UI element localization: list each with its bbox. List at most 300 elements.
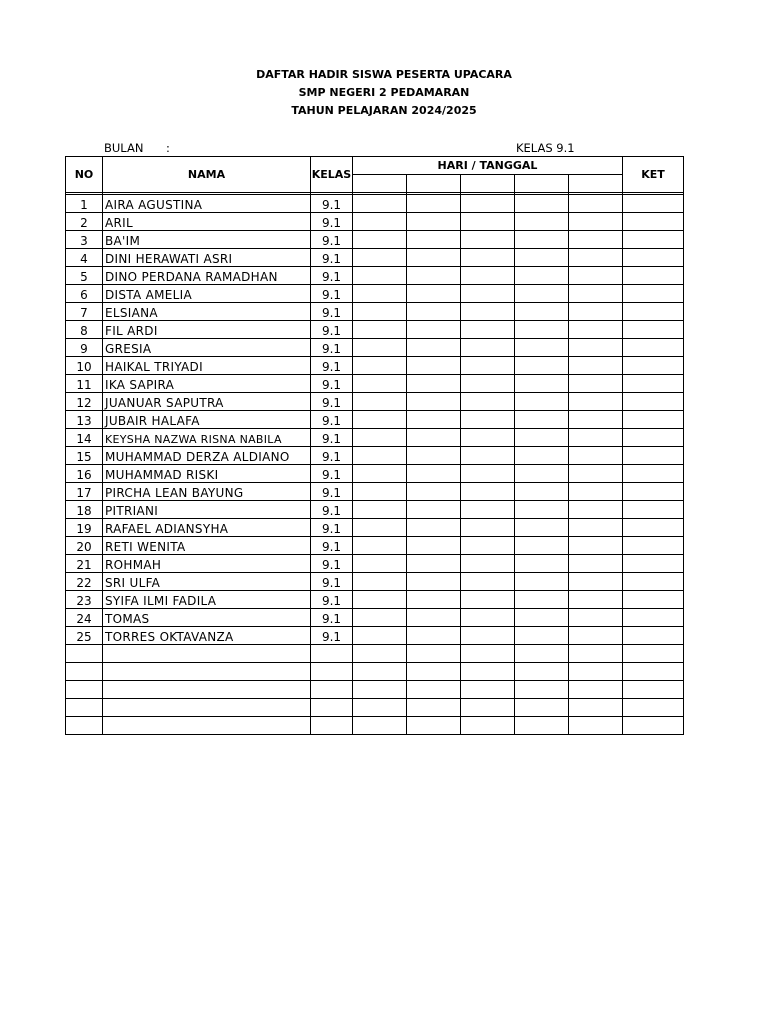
row-kelas: 9.1: [311, 357, 353, 375]
attendance-cell-day-2[interactable]: [407, 393, 461, 411]
attendance-cell-day-4[interactable]: [515, 627, 569, 645]
attendance-cell-day-5[interactable]: [569, 429, 623, 447]
attendance-cell-day-5[interactable]: [569, 375, 623, 393]
attendance-cell-day-2[interactable]: [407, 375, 461, 393]
attendance-cell-day-2[interactable]: [407, 411, 461, 429]
attendance-cell-day-1[interactable]: [353, 321, 407, 339]
attendance-cell-day-5[interactable]: [569, 303, 623, 321]
table-row: [66, 645, 684, 663]
table-row: [66, 627, 684, 645]
attendance-cell-day-3[interactable]: [461, 573, 515, 591]
row-kelas: 9.1: [311, 303, 353, 321]
row-kelas: [311, 699, 353, 717]
attendance-cell-day-3[interactable]: [461, 609, 515, 627]
attendance-cell-day-4[interactable]: [515, 411, 569, 429]
attendance-cell-day-3[interactable]: [461, 393, 515, 411]
attendance-cell-day-1[interactable]: [353, 627, 407, 645]
attendance-cell-day-1[interactable]: [353, 591, 407, 609]
row-number: 14: [66, 429, 103, 447]
attendance-cell-day-2[interactable]: [407, 213, 461, 231]
attendance-cell-day-4[interactable]: [515, 699, 569, 717]
row-kelas: 9.1: [311, 195, 353, 213]
table-row: [66, 429, 684, 447]
attendance-cell-day-1[interactable]: [353, 699, 407, 717]
table-row: [66, 447, 684, 465]
attendance-cell-day-4[interactable]: [515, 501, 569, 519]
attendance-cell-day-5[interactable]: [569, 339, 623, 357]
attendance-cell-day-2[interactable]: [407, 537, 461, 555]
attendance-cell-day-3[interactable]: [461, 303, 515, 321]
attendance-cell-day-1[interactable]: [353, 483, 407, 501]
attendance-cell-day-1[interactable]: [353, 285, 407, 303]
row-kelas: 9.1: [311, 447, 353, 465]
attendance-cell-day-4[interactable]: [515, 663, 569, 681]
attendance-cell-day-1[interactable]: [353, 663, 407, 681]
attendance-cell-day-5[interactable]: [569, 591, 623, 609]
attendance-table: [65, 156, 684, 735]
student-name: MUHAMMAD RISKI: [103, 465, 311, 483]
ket-cell[interactable]: [623, 339, 684, 357]
attendance-cell-day-5[interactable]: [569, 519, 623, 537]
student-name: ROHMAH: [103, 555, 311, 573]
ket-cell[interactable]: [623, 699, 684, 717]
attendance-cell-day-5[interactable]: [569, 663, 623, 681]
day-column-4[interactable]: [515, 175, 569, 193]
attendance-cell-day-2[interactable]: [407, 699, 461, 717]
ket-cell[interactable]: [623, 267, 684, 285]
attendance-cell-day-1[interactable]: [353, 645, 407, 663]
attendance-cell-day-2[interactable]: [407, 591, 461, 609]
attendance-cell-day-4[interactable]: [515, 213, 569, 231]
row-number: 7: [66, 303, 103, 321]
table-row: [66, 717, 684, 735]
attendance-cell-day-2[interactable]: [407, 357, 461, 375]
attendance-cell-day-5[interactable]: [569, 681, 623, 699]
ket-cell[interactable]: [623, 357, 684, 375]
attendance-cell-day-3[interactable]: [461, 411, 515, 429]
attendance-cell-day-4[interactable]: [515, 321, 569, 339]
attendance-cell-day-1[interactable]: [353, 501, 407, 519]
table-row: [66, 573, 684, 591]
ket-cell[interactable]: [623, 285, 684, 303]
attendance-cell-day-2[interactable]: [407, 609, 461, 627]
attendance-cell-day-3[interactable]: [461, 501, 515, 519]
attendance-cell-day-3[interactable]: [461, 357, 515, 375]
row-kelas: 9.1: [311, 573, 353, 591]
attendance-cell-day-2[interactable]: [407, 555, 461, 573]
ket-cell[interactable]: [623, 393, 684, 411]
attendance-cell-day-4[interactable]: [515, 573, 569, 591]
attendance-cell-day-5[interactable]: [569, 717, 623, 735]
attendance-cell-day-4[interactable]: [515, 375, 569, 393]
attendance-cell-day-2[interactable]: [407, 681, 461, 699]
attendance-cell-day-1[interactable]: [353, 429, 407, 447]
ket-cell[interactable]: [623, 609, 684, 627]
header-nama: NAMA: [103, 157, 311, 193]
ket-cell[interactable]: [623, 303, 684, 321]
attendance-cell-day-3[interactable]: [461, 627, 515, 645]
row-kelas: 9.1: [311, 411, 353, 429]
attendance-cell-day-5[interactable]: [569, 411, 623, 429]
student-name: MUHAMMAD DERZA ALDIANO: [103, 447, 311, 465]
attendance-cell-day-5[interactable]: [569, 195, 623, 213]
attendance-cell-day-5[interactable]: [569, 483, 623, 501]
table-row: [66, 663, 684, 681]
attendance-cell-day-4[interactable]: [515, 609, 569, 627]
attendance-cell-day-4[interactable]: [515, 591, 569, 609]
attendance-cell-day-2[interactable]: [407, 627, 461, 645]
row-number: [66, 645, 103, 663]
attendance-cell-day-4[interactable]: [515, 267, 569, 285]
table-row: [66, 303, 684, 321]
attendance-cell-day-5[interactable]: [569, 285, 623, 303]
document-title: DAFTAR HADIR SISWA PESERTA UPACARA: [256, 68, 512, 81]
table-row: [66, 465, 684, 483]
ket-cell[interactable]: [623, 573, 684, 591]
row-kelas: 9.1: [311, 231, 353, 249]
student-name: DINI HERAWATI ASRI: [103, 249, 311, 267]
row-kelas: [311, 645, 353, 663]
attendance-cell-day-5[interactable]: [569, 537, 623, 555]
student-name: BA'IM: [103, 231, 311, 249]
attendance-cell-day-1[interactable]: [353, 213, 407, 231]
attendance-cell-day-1[interactable]: [353, 303, 407, 321]
attendance-cell-day-5[interactable]: [569, 699, 623, 717]
ket-cell[interactable]: [623, 555, 684, 573]
attendance-cell-day-3[interactable]: [461, 447, 515, 465]
row-number: 20: [66, 537, 103, 555]
attendance-cell-day-4[interactable]: [515, 195, 569, 213]
student-name: FIL ARDI: [103, 321, 311, 339]
attendance-cell-day-1[interactable]: [353, 249, 407, 267]
attendance-cell-day-5[interactable]: [569, 393, 623, 411]
row-number: 12: [66, 393, 103, 411]
attendance-cell-day-2[interactable]: [407, 303, 461, 321]
row-number: [66, 681, 103, 699]
school-name: SMP NEGERI 2 PEDAMARAN: [298, 86, 470, 99]
attendance-cell-day-2[interactable]: [407, 447, 461, 465]
attendance-cell-day-1[interactable]: [353, 447, 407, 465]
attendance-cell-day-3[interactable]: [461, 267, 515, 285]
student-name: SYIFA ILMI FADILA: [103, 591, 311, 609]
row-number: 9: [66, 339, 103, 357]
attendance-cell-day-4[interactable]: [515, 249, 569, 267]
attendance-cell-day-2[interactable]: [407, 519, 461, 537]
row-number: 2: [66, 213, 103, 231]
student-name: JUBAIR HALAFA: [103, 411, 311, 429]
ket-cell[interactable]: [623, 483, 684, 501]
ket-cell[interactable]: [623, 537, 684, 555]
attendance-cell-day-5[interactable]: [569, 213, 623, 231]
attendance-cell-day-5[interactable]: [569, 357, 623, 375]
table-row: [66, 501, 684, 519]
row-kelas: 9.1: [311, 285, 353, 303]
ket-cell[interactable]: [623, 501, 684, 519]
table-row: [66, 681, 684, 699]
ket-cell[interactable]: [623, 375, 684, 393]
attendance-cell-day-3[interactable]: [461, 717, 515, 735]
table-row: [66, 591, 684, 609]
row-number: 22: [66, 573, 103, 591]
day-column-5[interactable]: [569, 175, 623, 193]
row-kelas: 9.1: [311, 339, 353, 357]
row-kelas: [311, 681, 353, 699]
ket-cell[interactable]: [623, 645, 684, 663]
attendance-cell-day-4[interactable]: [515, 429, 569, 447]
attendance-cell-day-3[interactable]: [461, 519, 515, 537]
attendance-cell-day-3[interactable]: [461, 663, 515, 681]
attendance-cell-day-1[interactable]: [353, 717, 407, 735]
attendance-cell-day-2[interactable]: [407, 285, 461, 303]
attendance-cell-day-1[interactable]: [353, 375, 407, 393]
row-number: 6: [66, 285, 103, 303]
attendance-cell-day-3[interactable]: [461, 429, 515, 447]
row-number: 17: [66, 483, 103, 501]
table-row: [66, 213, 684, 231]
table-row: [66, 357, 684, 375]
header-ket: KET: [623, 157, 684, 193]
attendance-cell-day-5[interactable]: [569, 609, 623, 627]
attendance-cell-day-3[interactable]: [461, 375, 515, 393]
ket-cell[interactable]: [623, 429, 684, 447]
attendance-cell-day-3[interactable]: [461, 321, 515, 339]
student-name: [103, 717, 311, 735]
table-row: [66, 609, 684, 627]
attendance-cell-day-1[interactable]: [353, 681, 407, 699]
attendance-cell-day-5[interactable]: [569, 267, 623, 285]
ket-cell[interactable]: [623, 681, 684, 699]
row-number: 1: [66, 195, 103, 213]
row-number: 25: [66, 627, 103, 645]
bulan-label: BULAN: [104, 141, 144, 155]
attendance-cell-day-3[interactable]: [461, 465, 515, 483]
attendance-cell-day-4[interactable]: [515, 357, 569, 375]
attendance-cell-day-1[interactable]: [353, 609, 407, 627]
row-kelas: 9.1: [311, 627, 353, 645]
attendance-cell-day-3[interactable]: [461, 249, 515, 267]
row-kelas: 9.1: [311, 465, 353, 483]
attendance-cell-day-5[interactable]: [569, 249, 623, 267]
attendance-cell-day-2[interactable]: [407, 231, 461, 249]
student-name: [103, 645, 311, 663]
row-number: [66, 699, 103, 717]
attendance-cell-day-3[interactable]: [461, 645, 515, 663]
row-number: 19: [66, 519, 103, 537]
ket-cell[interactable]: [623, 591, 684, 609]
row-kelas: [311, 663, 353, 681]
table-row: [66, 267, 684, 285]
row-kelas: 9.1: [311, 393, 353, 411]
attendance-cell-day-5[interactable]: [569, 645, 623, 663]
attendance-cell-day-1[interactable]: [353, 555, 407, 573]
row-number: 21: [66, 555, 103, 573]
row-kelas: 9.1: [311, 519, 353, 537]
day-column-1[interactable]: [353, 175, 407, 193]
attendance-cell-day-4[interactable]: [515, 285, 569, 303]
row-number: 10: [66, 357, 103, 375]
row-kelas: 9.1: [311, 591, 353, 609]
attendance-cell-day-5[interactable]: [569, 447, 623, 465]
attendance-cell-day-3[interactable]: [461, 231, 515, 249]
attendance-cell-day-2[interactable]: [407, 717, 461, 735]
attendance-cell-day-1[interactable]: [353, 573, 407, 591]
attendance-cell-day-5[interactable]: [569, 555, 623, 573]
header-hari-tanggal: HARI / TANGGAL: [353, 157, 623, 175]
attendance-cell-day-1[interactable]: [353, 537, 407, 555]
row-kelas: [311, 717, 353, 735]
attendance-cell-day-2[interactable]: [407, 249, 461, 267]
ket-cell[interactable]: [623, 411, 684, 429]
student-name: TOMAS: [103, 609, 311, 627]
attendance-cell-day-1[interactable]: [353, 339, 407, 357]
student-name: IKA SAPIRA: [103, 375, 311, 393]
table-row: [66, 555, 684, 573]
attendance-cell-day-3[interactable]: [461, 213, 515, 231]
ket-cell[interactable]: [623, 195, 684, 213]
student-name: JUANUAR SAPUTRA: [103, 393, 311, 411]
attendance-cell-day-2[interactable]: [407, 429, 461, 447]
table-row: [66, 537, 684, 555]
row-number: 4: [66, 249, 103, 267]
attendance-cell-day-4[interactable]: [515, 483, 569, 501]
row-number: 3: [66, 231, 103, 249]
attendance-cell-day-2[interactable]: [407, 321, 461, 339]
attendance-cell-day-1[interactable]: [353, 267, 407, 285]
attendance-cell-day-4[interactable]: [515, 303, 569, 321]
attendance-cell-day-2[interactable]: [407, 195, 461, 213]
student-name: [103, 699, 311, 717]
row-number: 5: [66, 267, 103, 285]
attendance-cell-day-4[interactable]: [515, 393, 569, 411]
attendance-cell-day-5[interactable]: [569, 627, 623, 645]
student-name: TORRES OKTAVANZA: [103, 627, 311, 645]
row-kelas: 9.1: [311, 267, 353, 285]
student-name: DINO PERDANA RAMADHAN: [103, 267, 311, 285]
attendance-cell-day-2[interactable]: [407, 663, 461, 681]
row-kelas: 9.1: [311, 249, 353, 267]
attendance-cell-day-1[interactable]: [353, 519, 407, 537]
bulan-colon: :: [166, 141, 170, 155]
attendance-cell-day-4[interactable]: [515, 717, 569, 735]
attendance-cell-day-4[interactable]: [515, 519, 569, 537]
attendance-cell-day-1[interactable]: [353, 465, 407, 483]
row-kelas: 9.1: [311, 501, 353, 519]
attendance-cell-day-4[interactable]: [515, 339, 569, 357]
attendance-cell-day-3[interactable]: [461, 285, 515, 303]
attendance-cell-day-3[interactable]: [461, 699, 515, 717]
attendance-cell-day-3[interactable]: [461, 555, 515, 573]
student-name: HAIKAL TRIYADI: [103, 357, 311, 375]
attendance-cell-day-1[interactable]: [353, 357, 407, 375]
ket-cell[interactable]: [623, 213, 684, 231]
ket-cell[interactable]: [623, 321, 684, 339]
row-kelas: 9.1: [311, 555, 353, 573]
row-kelas: 9.1: [311, 483, 353, 501]
row-kelas: 9.1: [311, 537, 353, 555]
ket-cell[interactable]: [623, 717, 684, 735]
attendance-cell-day-3[interactable]: [461, 195, 515, 213]
attendance-cell-day-1[interactable]: [353, 231, 407, 249]
student-name: ARIL: [103, 213, 311, 231]
row-kelas: 9.1: [311, 429, 353, 447]
row-number: [66, 717, 103, 735]
attendance-cell-day-4[interactable]: [515, 537, 569, 555]
attendance-cell-day-1[interactable]: [353, 411, 407, 429]
attendance-cell-day-3[interactable]: [461, 591, 515, 609]
row-kelas: 9.1: [311, 213, 353, 231]
attendance-cell-day-2[interactable]: [407, 645, 461, 663]
row-number: 23: [66, 591, 103, 609]
attendance-cell-day-5[interactable]: [569, 573, 623, 591]
row-number: [66, 663, 103, 681]
kelas-label: KELAS 9.1: [516, 141, 575, 155]
attendance-cell-day-3[interactable]: [461, 339, 515, 357]
table-row: [66, 321, 684, 339]
attendance-cell-day-5[interactable]: [569, 231, 623, 249]
table-row: [66, 249, 684, 267]
attendance-cell-day-5[interactable]: [569, 465, 623, 483]
attendance-cell-day-3[interactable]: [461, 483, 515, 501]
student-name: RAFAEL ADIANSYHA: [103, 519, 311, 537]
attendance-cell-day-4[interactable]: [515, 447, 569, 465]
attendance-cell-day-4[interactable]: [515, 465, 569, 483]
table-row: [66, 393, 684, 411]
student-name: PITRIANI: [103, 501, 311, 519]
attendance-cell-day-2[interactable]: [407, 483, 461, 501]
attendance-cell-day-4[interactable]: [515, 681, 569, 699]
attendance-cell-day-1[interactable]: [353, 195, 407, 213]
ket-cell[interactable]: [623, 447, 684, 465]
student-rows: [66, 195, 684, 735]
day-column-3[interactable]: [461, 175, 515, 193]
header-kelas: KELAS: [311, 157, 353, 193]
attendance-cell-day-1[interactable]: [353, 393, 407, 411]
row-number: 18: [66, 501, 103, 519]
ket-cell[interactable]: [623, 663, 684, 681]
student-name: [103, 681, 311, 699]
row-kelas: 9.1: [311, 375, 353, 393]
row-number: 16: [66, 465, 103, 483]
ket-cell[interactable]: [623, 249, 684, 267]
attendance-cell-day-4[interactable]: [515, 231, 569, 249]
attendance-cell-day-3[interactable]: [461, 537, 515, 555]
student-name: ELSIANA: [103, 303, 311, 321]
attendance-cell-day-2[interactable]: [407, 573, 461, 591]
ket-cell[interactable]: [623, 519, 684, 537]
student-name: SRI ULFA: [103, 573, 311, 591]
row-number: 24: [66, 609, 103, 627]
table-row: [66, 375, 684, 393]
student-name: KEYSHA NAZWA RISNA NABILA: [103, 429, 311, 447]
ket-cell[interactable]: [623, 231, 684, 249]
attendance-cell-day-2[interactable]: [407, 267, 461, 285]
attendance-cell-day-2[interactable]: [407, 465, 461, 483]
table-row: [66, 519, 684, 537]
ket-cell[interactable]: [623, 627, 684, 645]
attendance-cell-day-4[interactable]: [515, 645, 569, 663]
attendance-cell-day-2[interactable]: [407, 339, 461, 357]
attendance-cell-day-4[interactable]: [515, 555, 569, 573]
ket-cell[interactable]: [623, 465, 684, 483]
attendance-cell-day-5[interactable]: [569, 501, 623, 519]
student-name: DISTA AMELIA: [103, 285, 311, 303]
table-row: [66, 195, 684, 213]
day-column-2[interactable]: [407, 175, 461, 193]
attendance-cell-day-2[interactable]: [407, 501, 461, 519]
table-row: [66, 231, 684, 249]
attendance-cell-day-3[interactable]: [461, 681, 515, 699]
attendance-cell-day-5[interactable]: [569, 321, 623, 339]
